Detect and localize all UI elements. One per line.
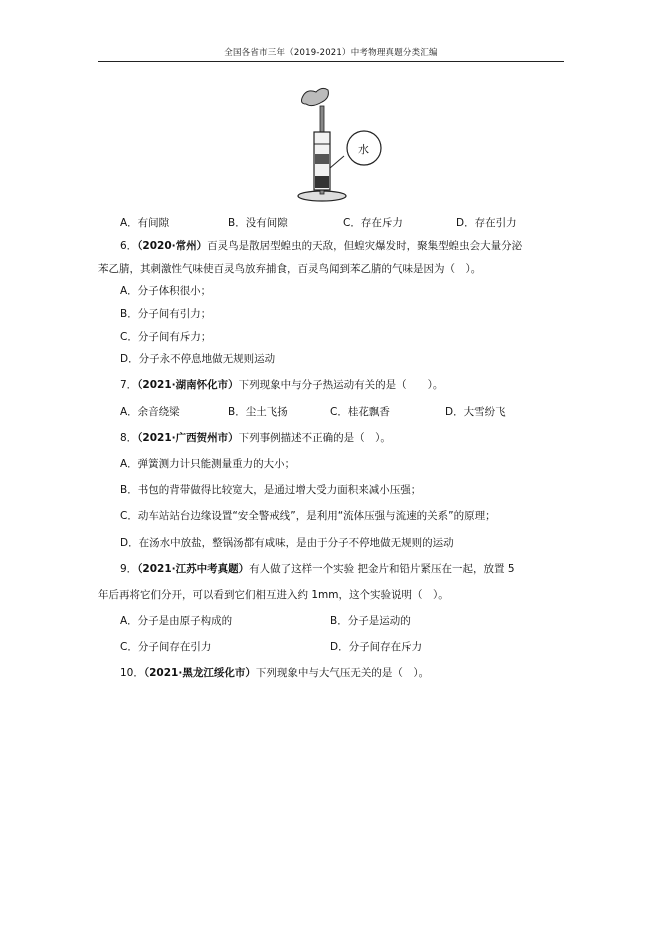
q7-number: 7．	[120, 379, 138, 391]
q5-option-a: A．有间隙	[120, 217, 170, 229]
apparatus-drawing	[290, 84, 390, 204]
q6-source: （2020·常州）	[137, 240, 208, 252]
header-divider	[98, 61, 564, 62]
q8-stem	[120, 431, 391, 445]
q6-stem-line2: 苯乙腈，其刺激性气味使百灵鸟放弃捕食，百灵鸟闻到苯乙腈的气味是因为（ ）。	[98, 263, 482, 275]
q6-text-1: 百灵鸟是散居型蝗虫的天敌，但蝗灾爆发时，聚集型蝗虫会大量分泌	[207, 240, 523, 252]
q10-text: 下列现象中与大气压无关的是（ ）。	[255, 667, 430, 679]
q5-option-c: C．存在斥力	[343, 217, 403, 229]
q9-number: 9．	[120, 563, 138, 575]
q7-stem	[120, 378, 443, 392]
q5-option-d: D．存在引力	[456, 217, 517, 229]
q8-option-a: A．弹簧测力计只能测量重力的大小；	[120, 458, 296, 470]
q9-option-d: D．分子间存在斥力	[330, 641, 423, 653]
q7-source: （2021·湖南怀化市）	[137, 379, 239, 391]
q7-option-b: B．尘土飞扬	[228, 406, 288, 418]
q10-number: 10．	[120, 667, 144, 679]
q7-option-d: D．大雪纷飞	[445, 406, 506, 418]
q6-stem-line1	[120, 239, 522, 253]
q10-source: （2021·黑龙江绥化市）	[143, 667, 256, 679]
experiment-figure	[290, 84, 390, 204]
q10-stem	[120, 666, 429, 680]
q7-text: 下列现象中与分子热运动有关的是（ ）。	[238, 379, 444, 391]
q9-source: （2021·江苏中考真题）	[137, 563, 250, 575]
q7-option-a: A．余音绕梁	[120, 406, 180, 418]
q5-option-b: B．没有间隙	[228, 217, 288, 229]
q8-option-b: B．书包的背带做得比较宽大，是通过增大受力面积来减小压强；	[120, 484, 422, 496]
page-header: 全国各省市三年（2019-2021）中考物理真题分类汇编	[224, 48, 438, 58]
q9-stem-line1	[120, 562, 515, 576]
q8-option-d: D．在汤水中放盐，整锅汤都有咸味，是由于分子不停地做无规则的运动	[120, 537, 454, 549]
q6-number: 6．	[120, 240, 138, 252]
q9-option-b: B．分子是运动的	[330, 615, 411, 627]
water-label: 水	[358, 143, 369, 156]
q6-option-d: D．分子永不停息地做无规则运动	[120, 353, 276, 365]
q8-text: 下列事例描述不正确的是（ ）。	[238, 432, 391, 444]
q6-option-b: B．分子间有引力；	[120, 308, 212, 320]
q9-text-1: 有人做了这样一个实验 把金片和铅片紧压在一起，放置 5	[249, 563, 515, 575]
q6-option-a: A．分子体积很小；	[120, 285, 212, 297]
q9-option-c: C．分子间存在引力	[120, 641, 212, 653]
q9-stem-line2: 年后再将它们分开，可以看到它们相互进入约 1mm，这个实验说明（ ）。	[98, 589, 449, 601]
q8-source: （2021·广西贺州市）	[137, 432, 239, 444]
q8-option-c: C．动车站站台边缘设置“安全警戒线”，是利用“流体压强与流速的关系”的原理；	[120, 510, 496, 522]
q7-option-c: C．桂花飘香	[330, 406, 390, 418]
q8-number: 8．	[120, 432, 138, 444]
q9-option-a: A．分子是由原子构成的	[120, 615, 233, 627]
q6-option-c: C．分子间有斥力；	[120, 331, 212, 343]
